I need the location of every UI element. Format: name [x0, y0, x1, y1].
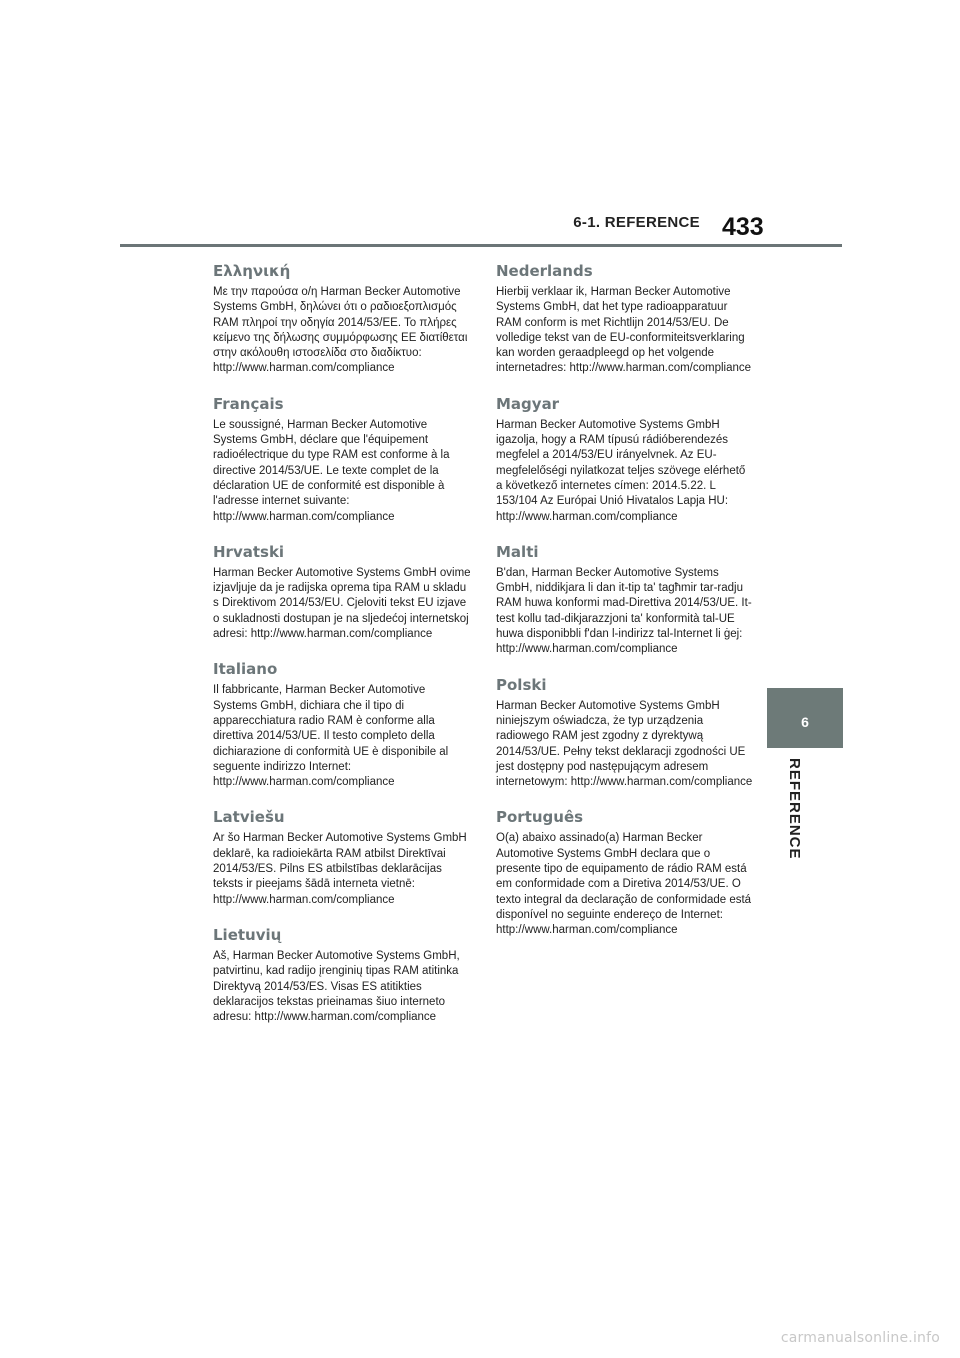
- chapter-tab: [767, 688, 843, 748]
- section-heading: Malti: [496, 542, 539, 561]
- section-maltese: [496, 543, 754, 658]
- section-body: Harman Becker Automotive Systems GmbH igazolja, hogy a RAM típusú rádióberendezés megfelel a 2014/53/EU irányelvnek. Az EU-megfelelőségi nyilatkozat teljes szövege elérhető a következő internetes címen: 2014.5.22. L 153/104 Az Európai Unió Hivatalos Lapja HU: http://www.harman.com/compliance: [496, 418, 746, 523]
- section-hungarian: [496, 395, 754, 525]
- section-french: [213, 395, 471, 525]
- section-heading: Lietuvių: [213, 925, 282, 944]
- section-heading: Português: [496, 808, 584, 827]
- section-body: Le soussigné, Harman Becker Automotive Systems GmbH, déclare que l'équipement radioélectrique du type RAM est conforme à la directive 2014/53/UE. Le texte complet de la déclaration UE de conformité est disponible à l'adresse internet suivante: http://www.harman.com/compliance: [213, 418, 450, 523]
- section-heading: Nederlands: [496, 262, 593, 280]
- section-lithuanian: [213, 926, 471, 1025]
- section-body: Harman Becker Automotive Systems GmbH niniejszym oświadcza, że typ urządzenia radiowego RAM jest zgodny z dyrektywą 2014/53/UE. Pełny tekst deklaracji zgodności UE jest dostępny pod następującym adresem internetowym: http://www.harman.com/compliance: [496, 699, 753, 789]
- section-body: O(a) abaixo assinado(a) Harman Becker Automotive Systems GmbH declara que o presente tipo de equipamento de rádio RAM está em conformidade com a Diretiva 2014/53/UE. O texto integral da declaração de conformidade está disponível no seguinte endereço de Internet: http://www.harman.com/compliance: [496, 832, 752, 937]
- section-latvian: [213, 808, 471, 907]
- chapter-label: REFERENCE: [786, 758, 803, 860]
- section-body: Ar šo Harman Becker Automotive Systems GmbH deklarē, ka radioiekārta RAM atbilst Direktīvai 2014/53/ES. Pilns ES atbilstības deklarācijas teksts ir pieejams šādā interneta vietnē: http://www.harman.com/compliance: [213, 832, 467, 906]
- section-body: B'dan, Harman Becker Automotive Systems GmbH, niddikjara li dan it-tip ta' tagħmir tar-radju RAM huwa konformi mad-Direttiva 2014/53/UE. It-test kollu tad-dikjarazzjoni ta' konformità tal-UE huwa disponibbli f'dan l-indirizz tal-Internet li ġej: http://www.harman.com/compliance: [496, 566, 752, 656]
- header-section-title: 6-1. REFERENCE: [573, 214, 700, 231]
- section-body: Harman Becker Automotive Systems GmbH ovime izjavljuje da je radijska oprema tipa RAM u skladu s Direktivom 2014/53/EU. Cjeloviti tekst EU izjave o sukladnosti dostupan je na sljedećoj internetskoj adresi: http://www.harman.com/compliance: [213, 566, 471, 641]
- section-body: Hierbij verklaar ik, Harman Becker Automotive Systems GmbH, dat het type radioapparatuur RAM conform is met Richtlijn 2014/53/EU. De volledige tekst van de EU-conformiteitsverklaring kan worden geraadpleegd op het volgende internetadres: http://www.harman.com/compliance: [496, 286, 752, 375]
- section-heading: Italiano: [213, 660, 278, 679]
- section-polish: [496, 676, 754, 791]
- section-body: Il fabbricante, Harman Becker Automotive Systems GmbH, dichiara che il tipo di apparecchiatura radio RAM è conforme alla direttiva 2014/53/UE. Il testo completo della dichiarazione di conformità UE è disponibile al seguente indirizzo Internet: http://www.harman.com/compliance: [213, 684, 449, 789]
- section-body: Aš, Harman Becker Automotive Systems GmbH, patvirtinu, kad radijo įrenginių tipas RAM atitinka Direktyvą 2014/53/ES. Visas ES atitikties deklaracijos tekstas prieinamas šiuo interneto adresu: http://www.harman.com/compliance: [213, 949, 460, 1024]
- page-number: 433: [722, 213, 764, 241]
- section-heading: Magyar: [496, 394, 560, 413]
- section-dutch: [496, 262, 754, 377]
- right-column: [496, 262, 754, 957]
- section-italian: [213, 660, 471, 790]
- header-divider: [120, 244, 842, 247]
- watermark-logo: carmanualsonline.info: [780, 1330, 940, 1346]
- section-croatian: [213, 543, 471, 642]
- chapter-number: 6: [801, 714, 809, 730]
- section-heading: Ελληνική: [213, 262, 291, 280]
- section-greek: [213, 262, 471, 377]
- section-heading: Latviešu: [213, 808, 285, 827]
- section-heading: Français: [213, 394, 284, 413]
- left-column: [213, 262, 471, 1043]
- section-body: Με την παρούσα ο/η Harman Becker Automotive Systems GmbH, δηλώνει ότι ο ραδιοεξοπλισμός RAM πληροί την οδηγία 2014/53/ΕΕ. Το πλήρες κείμενο της δήλωσης συμμόρφωσης ΕΕ διατίθεται στην ακόλουθη ιστοσελίδα στο διαδίκτυο: http://www.harman.com/compliance: [213, 286, 468, 375]
- section-portuguese: [496, 808, 754, 938]
- section-heading: Hrvatski: [213, 542, 285, 561]
- section-heading: Polski: [496, 675, 547, 694]
